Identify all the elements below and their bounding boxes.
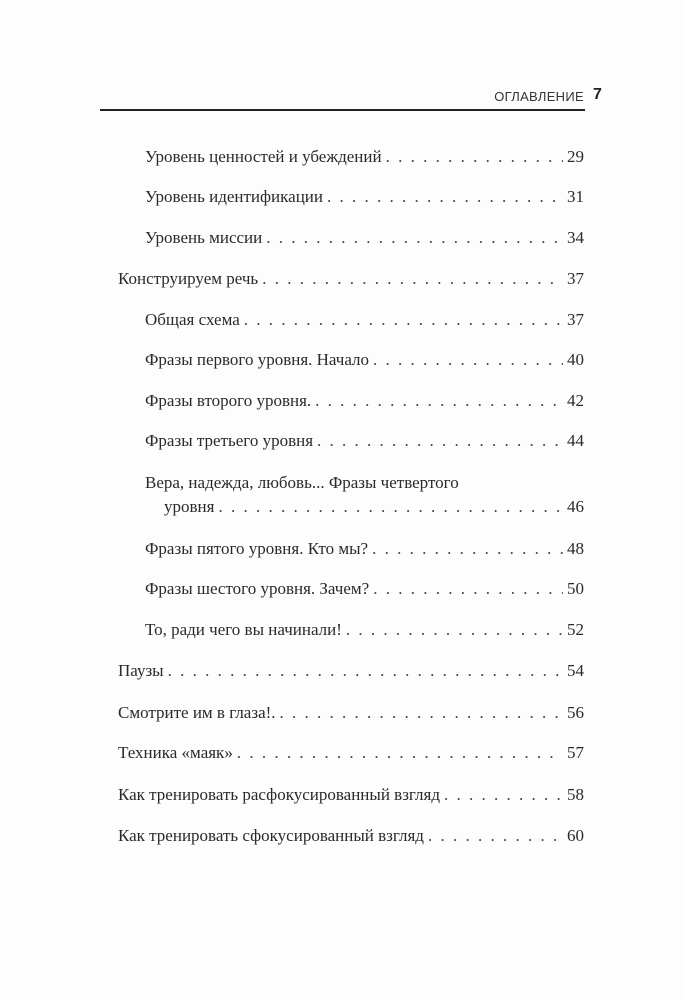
toc-entry: [118, 702, 584, 724]
toc-entry: [145, 430, 584, 452]
entry-page: 48: [567, 539, 584, 558]
entry-page: 54: [567, 661, 584, 680]
entry-page: 40: [567, 350, 584, 369]
toc-entry: [118, 742, 584, 764]
entry-title: Уровень ценностей и убеждений: [145, 147, 382, 166]
dot-leader: [266, 227, 563, 249]
toc-entry: [118, 268, 584, 290]
entry-page: 50: [567, 579, 584, 598]
page-number: 7: [593, 86, 602, 103]
entry-title: Смотрите им в глаза!.: [118, 703, 276, 722]
entry-page: 42: [567, 391, 584, 410]
entry-title: уровня: [164, 497, 215, 516]
dot-leader: [372, 538, 563, 560]
entry-page: 60: [567, 826, 584, 845]
entry-title: Техника «маяк»: [118, 743, 233, 762]
toc-entry: [164, 496, 584, 518]
dot-leader: [346, 619, 563, 641]
toc-entry: [145, 390, 584, 412]
entry-page: 52: [567, 620, 584, 639]
dot-leader: [386, 146, 563, 168]
entry-page: 56: [567, 703, 584, 722]
entry-page: 34: [567, 228, 584, 247]
entry-title: Фразы второго уровня.: [145, 391, 312, 410]
dot-leader: [317, 430, 563, 452]
entry-title: Общая схема: [145, 310, 240, 329]
toc-entry: [145, 538, 584, 560]
dot-leader: [218, 496, 563, 518]
toc-entry: [145, 186, 584, 208]
toc-entry: [145, 146, 584, 168]
header-rule: [100, 109, 585, 111]
entry-title: Паузы: [118, 661, 164, 680]
dot-leader: [237, 742, 563, 764]
entry-title: Как тренировать расфокусированный взгляд: [118, 785, 440, 804]
entry-page: 37: [567, 310, 584, 329]
dot-leader: [262, 268, 563, 290]
toc-entry: [118, 660, 584, 682]
toc-entry: [118, 825, 584, 847]
entry-title: Уровень идентификации: [145, 187, 323, 206]
dot-leader: [315, 390, 563, 412]
entry-title: Фразы первого уровня. Начало: [145, 350, 370, 369]
toc-entry: [145, 619, 584, 641]
toc-entry: [145, 227, 584, 249]
dot-leader: [428, 825, 563, 847]
toc-entry: [145, 578, 584, 600]
toc-entry: [145, 309, 584, 331]
entry-page: 44: [567, 431, 584, 450]
running-header: ОГЛАВЛЕНИЕ: [494, 89, 584, 104]
dot-leader: [327, 186, 563, 208]
entry-title: Уровень миссии: [145, 228, 263, 247]
entry-title: Как тренировать сфокусированный взгляд: [118, 826, 424, 845]
entry-page: 46: [567, 497, 584, 516]
dot-leader: [373, 349, 563, 371]
toc-entry: [118, 784, 584, 806]
entry-title: Конструируем речь: [118, 269, 259, 288]
entry-title: Фразы шестого уровня. Зачем?: [145, 579, 370, 598]
dot-leader: [373, 578, 563, 600]
entry-title: Фразы пятого уровня. Кто мы?: [145, 539, 369, 558]
entry-page: 29: [567, 147, 584, 166]
dot-leader: [244, 309, 563, 331]
entry-title: Фразы третьего уровня: [145, 431, 314, 450]
entry-page: 58: [567, 785, 584, 804]
dot-leader: [280, 702, 563, 724]
dot-leader: [444, 784, 563, 806]
entry-title: То, ради чего вы начинали!: [145, 620, 342, 639]
entry-title-line1: Вера, надежда, любовь... Фразы четвертого: [145, 473, 459, 492]
entry-page: 31: [567, 187, 584, 206]
entry-page: 57: [567, 743, 584, 762]
toc-entry: [145, 349, 584, 371]
entry-page: 37: [567, 269, 584, 288]
dot-leader: [168, 660, 563, 682]
